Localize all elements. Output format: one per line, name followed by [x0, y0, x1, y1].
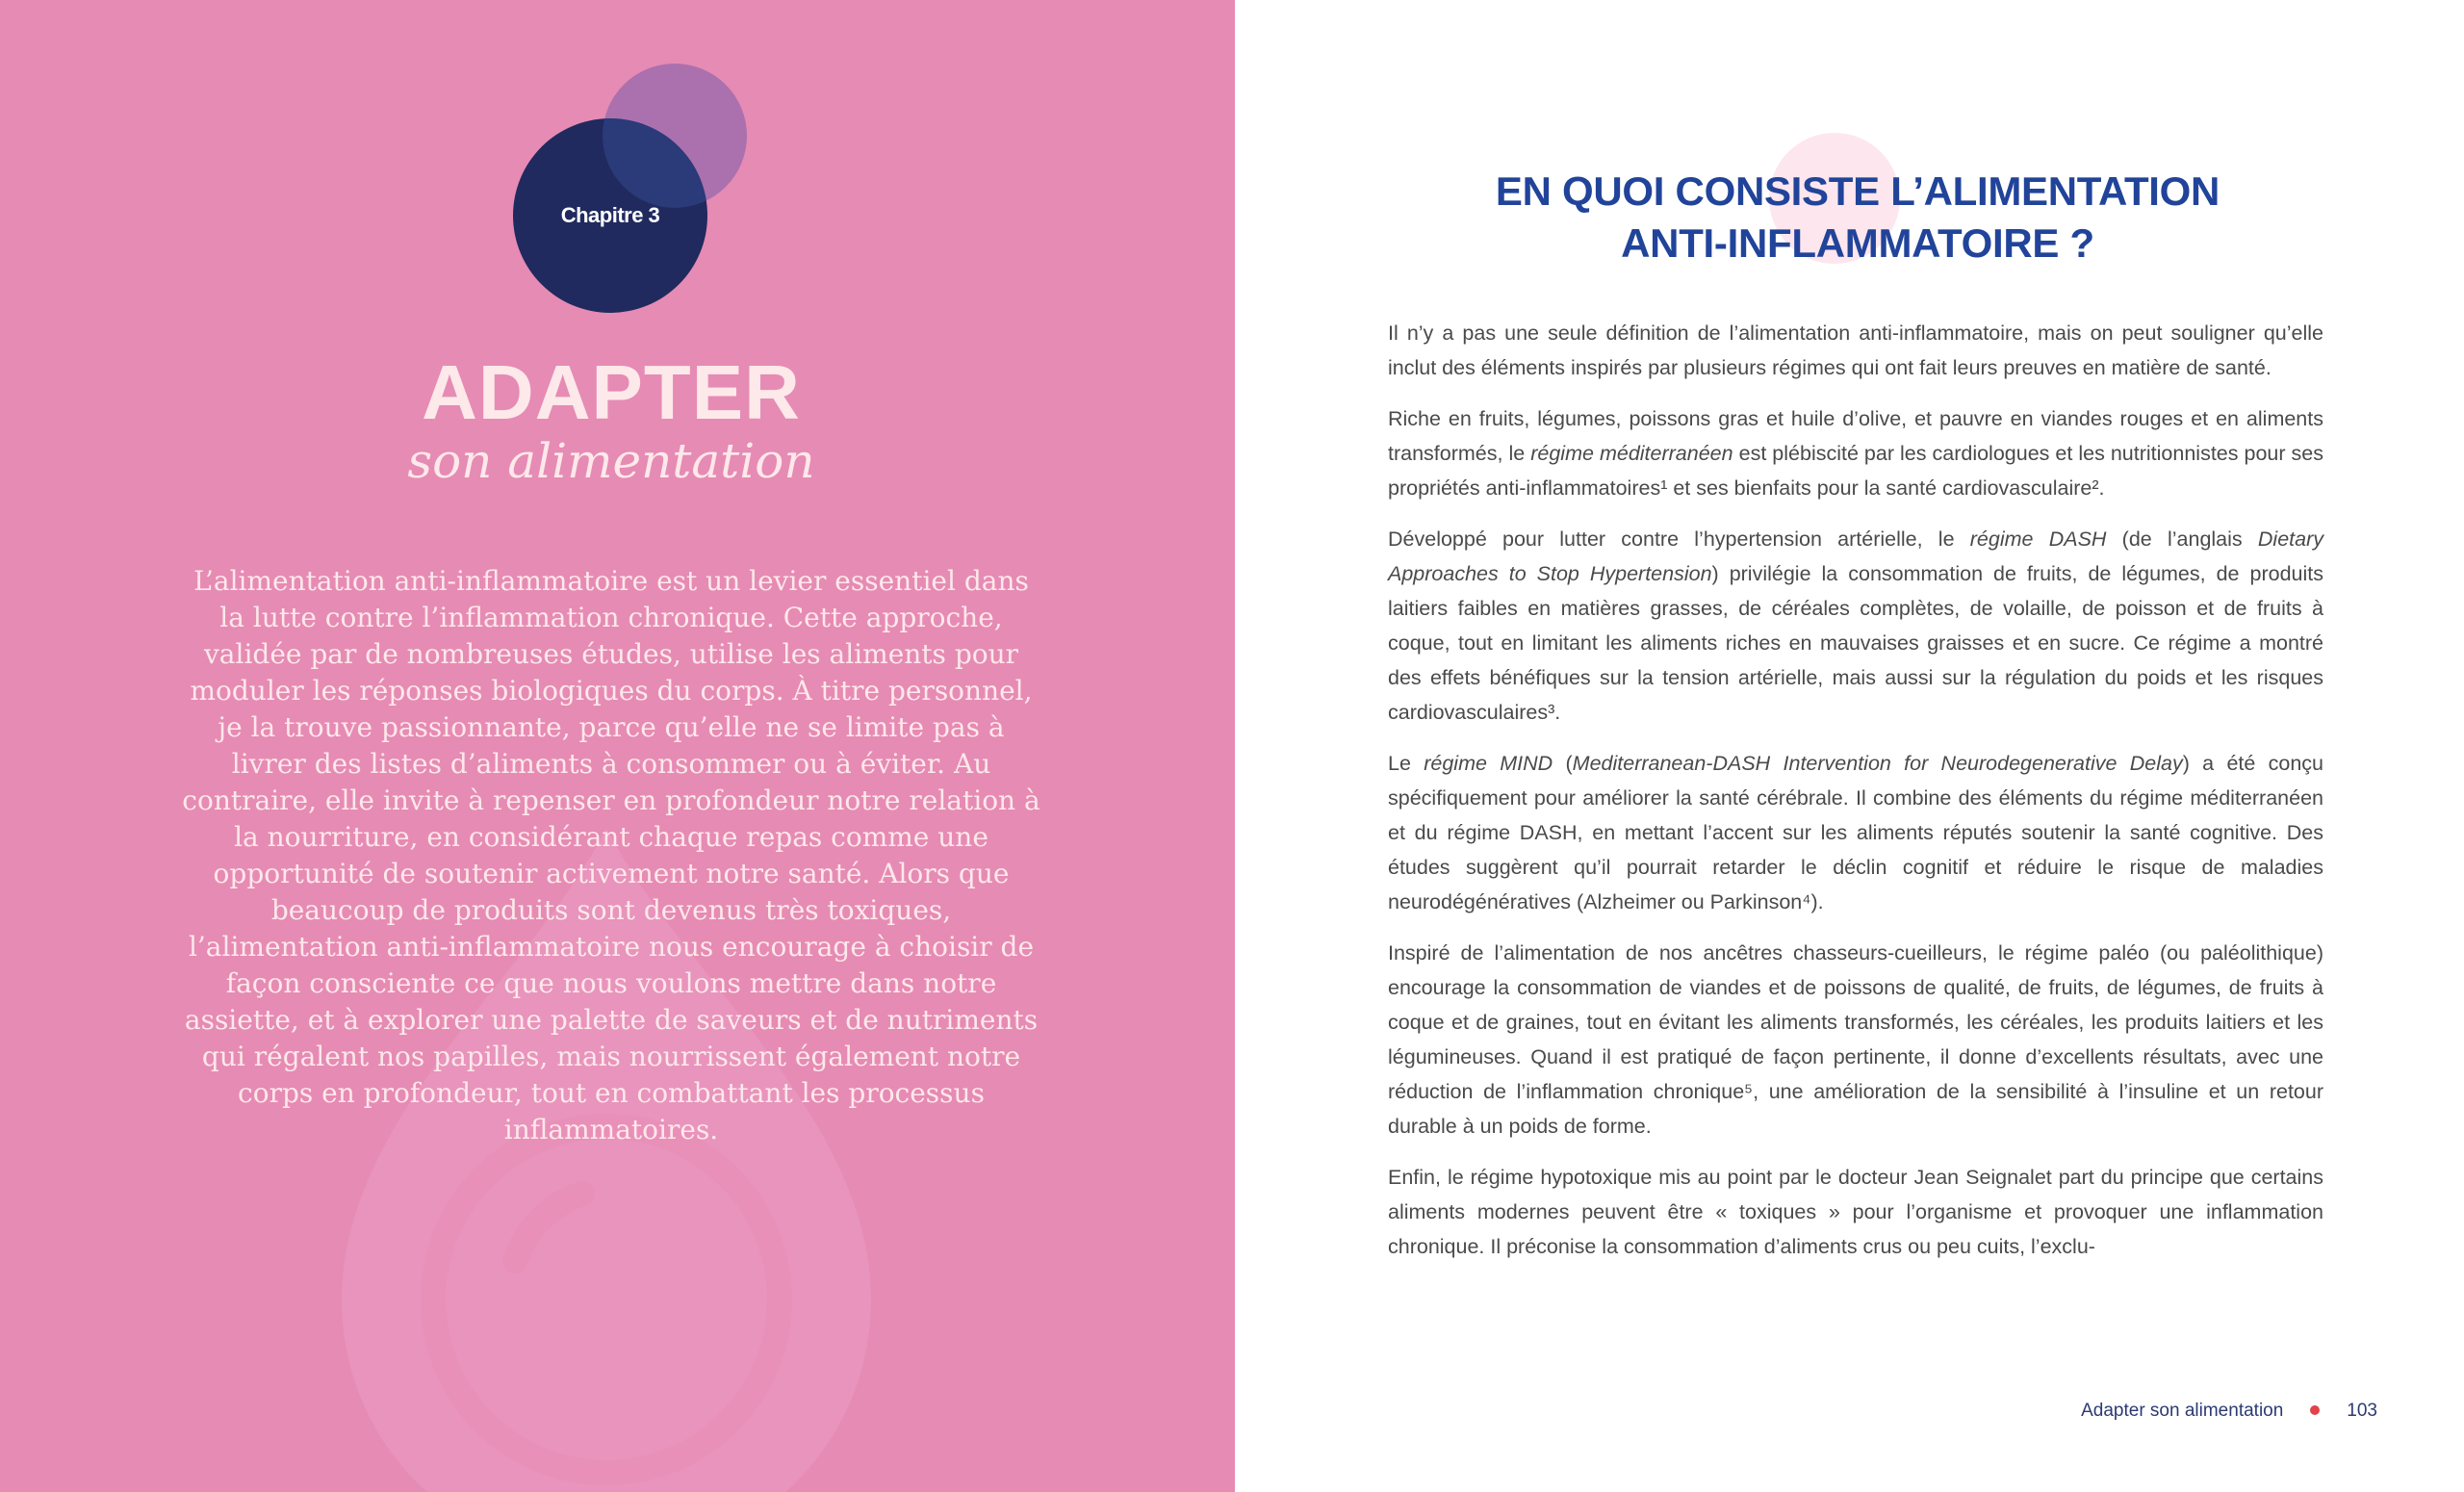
paragraph-dash: Développé pour lutter contre l’hypertension artérielle, le régime DASH (de l’anglais Dietary Approaches to Stop Hypertension) privilégie la consommation de fruits, de légumes, de produits laitiers faibles en matières grasses, de céréales complètes, de volaille, de poisson et de fruits à coque, tout en limitant les aliments riches en mauvaises graisses et en sucre. Ce régime a montré des effets bénéfiques sur la tension artérielle, mais aussi sur la régulation du poids et les risques cardiovasculaires³. — [1388, 527, 2323, 724]
chapter-label: Chapitre 3 — [560, 203, 660, 227]
section-heading-line-2: ANTI-INFLAMMATOIRE ? — [1621, 220, 2094, 266]
paragraph-hypotoxic: Enfin, le régime hypotoxique mis au point par le docteur Jean Seignalet part du principe que certains aliments modernes peuvent être « toxiques » pour l’organisme et provoquer une inflammation chronique. Il préconise la consommation d’aliments crus ou peu cuits, l’exclu- — [1388, 1166, 2323, 1258]
paragraph-mediterranean: Riche en fruits, légumes, poissons gras et huile d’olive, et pauvre en viandes rouges et en aliments transformés, le régime méditerranéen est plébiscité par les cardiologues et les nutritionnistes pour ses propriétés anti-inflammatoires¹ et ses bienfaits pour la santé cardiovasculaire². — [1388, 407, 2323, 500]
paragraph-definition: Il n’y a pas une seule définition de l’alimentation anti-inflammatoire, mais on peut souligner qu’elle inclut des éléments inspirés par plusieurs régimes qui ont fait leurs preuves en matière de santé. — [1388, 322, 2323, 379]
section-heading-line-1: EN QUOI CONSISTE L’ALIMENTATION — [1495, 168, 2220, 214]
running-section-title: Adapter son alimentation — [2081, 1401, 2284, 1421]
paragraph-mind: Le régime MIND (Mediterranean-DASH Intervention for Neurodegenerative Delay) a été conçu spécifiquement pour améliorer la santé cérébrale. Il combine des éléments du régime méditerranéen et du régime DASH, en mettant l’accent sur les aliments réputés soutenir la santé cognitive. Des études suggèrent qu’il pourrait retarder le déclin cognitif et réduire le risque de maladies neurodégénératives (Alzheimer ou Parkinson⁴). — [1388, 752, 2324, 913]
section-heading — [1386, 166, 2329, 270]
chapter-subtitle: son alimentation — [407, 433, 815, 489]
page-number: 103 — [2347, 1401, 2377, 1421]
body-text — [1388, 316, 2323, 1280]
chapter-title: ADAPTER — [422, 349, 801, 435]
chapter-intro: L’alimentation anti-inflammatoire est un levier essentiel dans la lutte contre l’inflammation chronique. Cette approche, validée par de nombreuses études, utilise les aliments pour moduler les réponses biologiques du corps. À titre personnel, je la trouve passionnante, parce qu’elle ne se limite pas à livrer des listes d’aliments à consommer ou à éviter. Au contraire, elle invite à repenser en profondeur notre relation à la nourriture, en considérant chaque repas comme une opportunité de soutenir activement notre santé. Alors que beaucoup de produits sont devenus très toxiques, l’alimentation anti-inflammatoire nous encourage à choisir de façon consciente ce que nous voulons mettre dans notre assiette, et à explorer une palette de saveurs et de nutriments qui régalent nos papilles, mais nourrissent également notre corps en profondeur, tout en combattant les processus inflammatoires. — [182, 565, 1040, 1145]
footer-dot-icon — [2310, 1405, 2320, 1415]
paragraph-paleo: Inspiré de l’alimentation de nos ancêtres chasseurs-cueilleurs, le régime paléo (ou paléolithique) encourage la consommation de viandes et de poissons de qualité, de fruits, de légumes, de fruits à coque et de graines, tout en évitant les aliments transformés, les céréales, les produits laitiers et les légumineuses. Quand il est pratiqué de façon pertinente, il donne d’excellents résultats, avec une réduction de l’inflammation chronique⁵, une amélioration de la sensibilité à l’insuline et un retour durable à un poids de forme. — [1388, 941, 2323, 1138]
page-footer — [2021, 1401, 2377, 1422]
